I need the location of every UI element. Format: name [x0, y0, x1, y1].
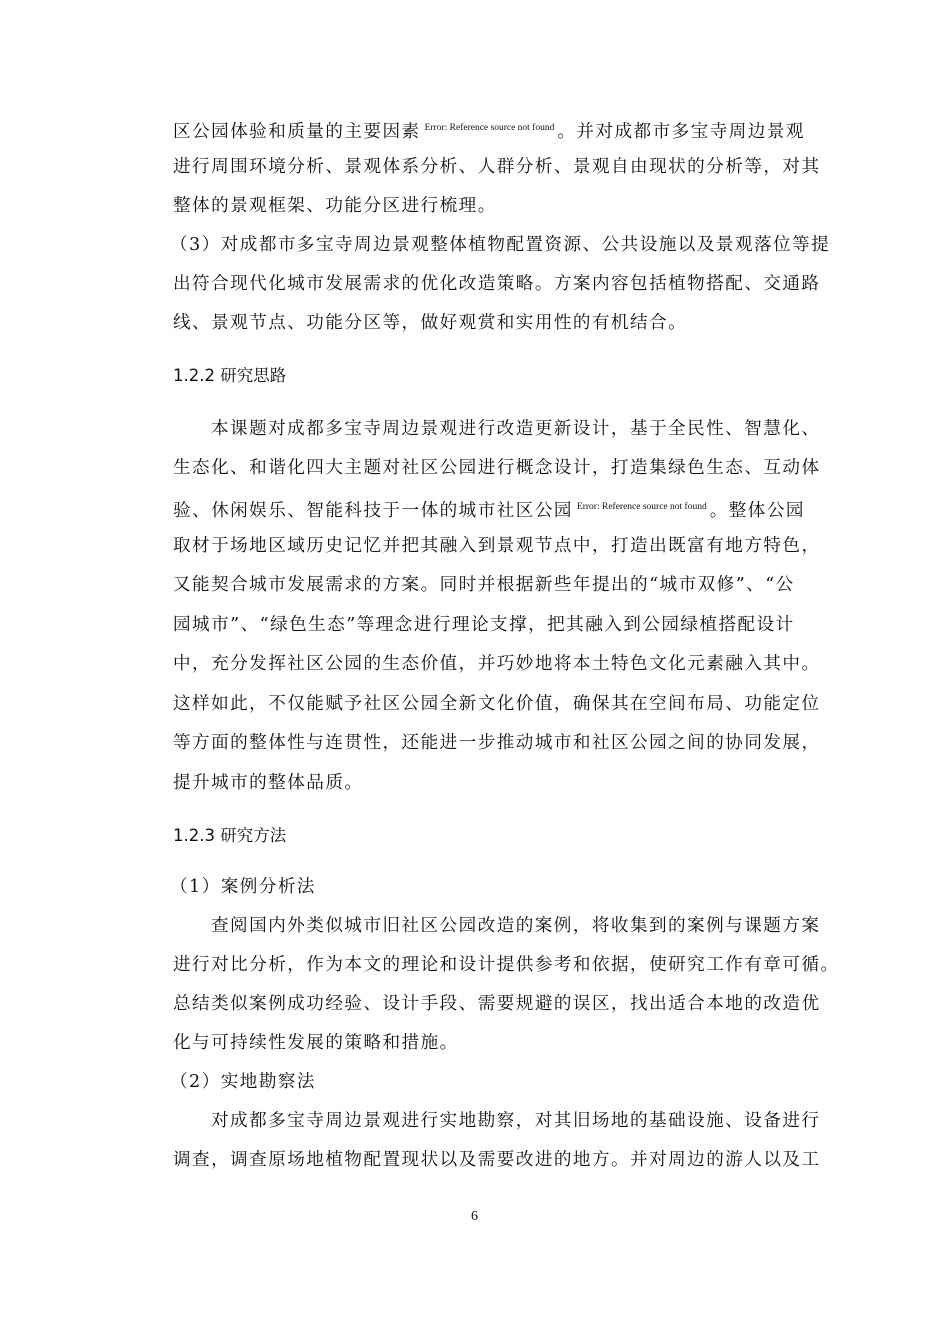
- paragraph-line: 提升城市的整体品质。: [173, 773, 364, 793]
- text: 。并对成都市多宝寺周边景观: [557, 122, 805, 142]
- paragraph-line: 等方面的整体性与连贯性，还能进一步推动城市和社区公园之间的协同发展，: [173, 733, 821, 753]
- paragraph-line: 调查，调查原场地植物配置现状以及需要改进的地方。并对周边的游人以及工: [173, 1150, 821, 1170]
- paragraph-line: 查阅国内外类似城市旧社区公园改造的案例，将收集到的案例与课题方案: [211, 916, 821, 936]
- method-title-case-analysis: （1）案例分析法: [170, 877, 316, 897]
- text: 区公园体验和质量的主要因素: [173, 122, 421, 142]
- paragraph-line: 中，充分发挥社区公园的生态价值，并巧妙地将本土特色文化元素融入其中。: [173, 654, 821, 674]
- paragraph-line: 进行对比分析，作为本文的理论和设计提供参考和依据，使研究工作有章可循。: [173, 955, 840, 975]
- paragraph-line: [173, 117, 805, 143]
- paragraph-line: 对成都多宝寺周边景观进行实地勘察，对其旧场地的基础设施、设备进行: [211, 1111, 821, 1131]
- text: 验、休闲娱乐、智能科技于一体的城市社区公园: [173, 501, 573, 521]
- paragraph-line: 这样如此，不仅能赋予社区公园全新文化价值，确保其在空间布局、功能定位: [173, 694, 821, 714]
- paragraph-line: 又能契合城市发展需求的方案。同时并根据新些年提出的“城市双修”、“公: [173, 575, 795, 595]
- paragraph-line: [173, 496, 805, 522]
- method-title-field-survey: （2）实地勘察法: [170, 1072, 316, 1092]
- paragraph-line: 出符合现代化城市发展需求的优化改造策略。方案内容包括植物搭配、交通路: [173, 274, 821, 294]
- paragraph-line: 生态化、和谐化四大主题对社区公园进行概念设计，打造集绿色生态、互动体: [173, 458, 821, 478]
- paragraph-line: 化与可持续性发展的策略和措施。: [173, 1033, 459, 1053]
- paragraph-line: 整体的景观框架、功能分区进行梳理。: [173, 196, 497, 216]
- page-number: 6: [471, 1209, 478, 1224]
- paragraph-line: 园城市”、“绿色生态”等理念进行理论支撑，把其融入到公园绿植搭配设计: [173, 615, 795, 635]
- paragraph-line: 线、景观节点、功能分区等，做好观赏和实用性的有机结合。: [173, 313, 688, 333]
- section-heading-1-2-3: 1.2.3 研究方法: [173, 826, 287, 845]
- text: 。整体公园: [709, 501, 805, 521]
- reference-error-superscript: Error: Reference source not found: [424, 123, 555, 133]
- paragraph-line: 进行周围环境分析、景观体系分析、人群分析、景观自由现状的分析等，对其: [173, 157, 821, 177]
- reference-error-superscript: Error: Reference source not found: [576, 502, 707, 512]
- paragraph-line: 总结类似案例成功经验、设计手段、需要规避的误区，找出适合本地的改造优: [173, 994, 821, 1014]
- list-item-3: （3）对成都市多宝寺周边景观整体植物配置资源、公共设施以及景观落位等提: [170, 235, 831, 255]
- paragraph-line: 本课题对成都多宝寺周边景观进行改造更新设计，基于全民性、智慧化、: [211, 419, 821, 439]
- paragraph-line: 取材于场地区域历史记忆并把其融入到景观节点中，打造出既富有地方特色，: [173, 536, 821, 556]
- section-heading-1-2-2: 1.2.2 研究思路: [173, 366, 287, 385]
